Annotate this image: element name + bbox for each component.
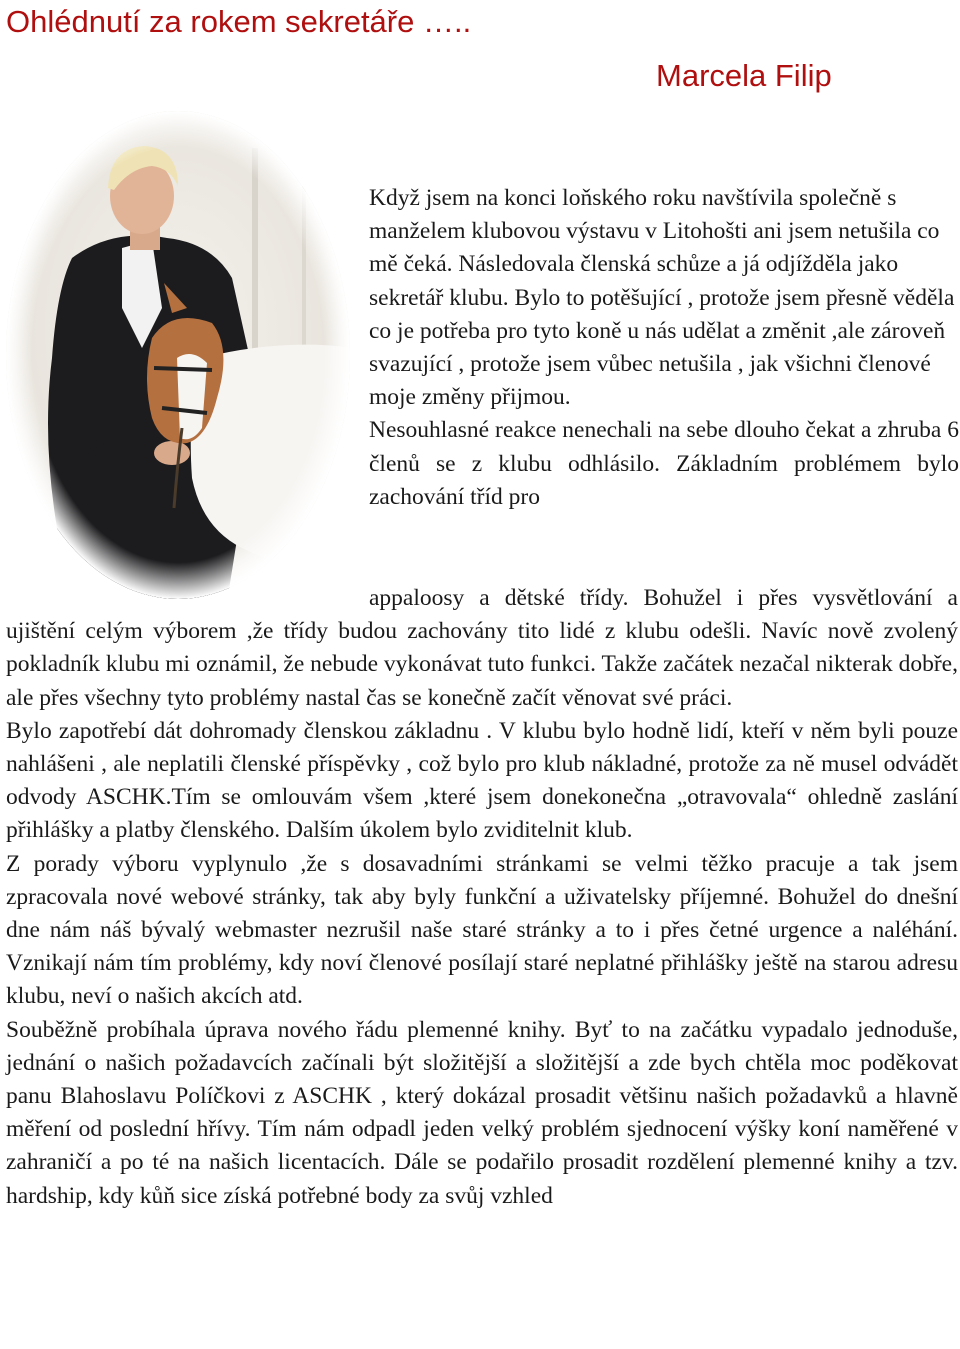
paragraph-3: Z porady výboru vyplynulo ,že s dosavadními stránkami se velmi těžko pracuje a tak jsem zpracovala nové webové stránky, tak aby byly funkční a uživatelsky příjemné. Bohužel do dnešní dne nám náš bývalý webmaster nezrušil naše staré stránky a to i přes četné urgence a naléhání. Vznikají nám tím problémy, kdy noví členové posílají staré neplatné přihlášky ještě na starou adresu klubu, neví o našich akcích atd. — [6, 850, 958, 1010]
paragraph-2: Bylo zapotřebí dát dohromady členskou základnu . V klubu bylo hodně lidí, kteří v něm byli pouze nahlášeni , ale neplatili členské příspěvky , což bylo pro klub nákladné, protože za ně musel odvádět odvody ASCHK.Tím se omlouvám všem ,které jsem donekonečna „otravovala“ ohledně zaslání přihlášky a platby členského. Dalším úkolem bylo zviditelnit klub. — [6, 717, 958, 844]
intro-text-block — [369, 182, 959, 514]
author-name: Marcela Filip — [656, 58, 832, 93]
main-text-block — [6, 582, 958, 1213]
portrait-photo — [2, 108, 354, 602]
intro-paragraph-2: Nesouhlasné reakce nenechali na sebe dlouho čekat a zhruba 6 členů se z klubu odhlásilo. Základním problémem bylo zachování tříd pro — [369, 417, 959, 510]
paragraph-continuation: appaloosy a dětské třídy. Bohužel i přes vysvětlování a ujištění celým výborem ,že třídy budou zachovány tito lidé z klubu odešli. Navíc nově zvolený pokladník klubu mi oznámil, že nebude vykonávat tuto funkci. Takže začátek nezačal nikterak dobře, ale přes všechny tyto problémy nastal čas se konečně začít věnovat své práci. — [6, 585, 958, 711]
intro-paragraph: Když jsem na konci loňského roku navštívila společně s manželem klubovou výstavu v Litohošti ani jsem netušila co mě čeká. Následovala členská schůze a já odjížděla jako sekretář klubu. Bylo to potěšující , protože jsem přesně věděla co je potřeba pro tyto koně u nás udělat a změnit ,ale zároveň svazující , protože jsem vůbec netušila , jak všichni členové moje změny přijmou. — [369, 185, 955, 411]
article-title: Ohlédnutí za rokem sekretáře ….. — [6, 4, 472, 39]
paragraph-4: Souběžně probíhala úprava nového řádu plemenné knihy. Byť to na začátku vypadalo jednoduše, jednání o našich požadavcích začínali být složitější a složitější a zde bych chtěla moc poděkovat panu Blahoslavu Políčkovi z ASCHK , který dokázal prosadit většinu našich požadavků a hlavně měření od poslední hřívy. Tím nám odpadl jeden velký problém sjednocení výšky koní naměřené v zahraničí a po té na našich licentacích. Dále se podařilo prosadit rozdělení plemenné knihy a tzv. hardship, kdy kůň sice získá potřebné body za svůj vzhled — [6, 1016, 958, 1209]
